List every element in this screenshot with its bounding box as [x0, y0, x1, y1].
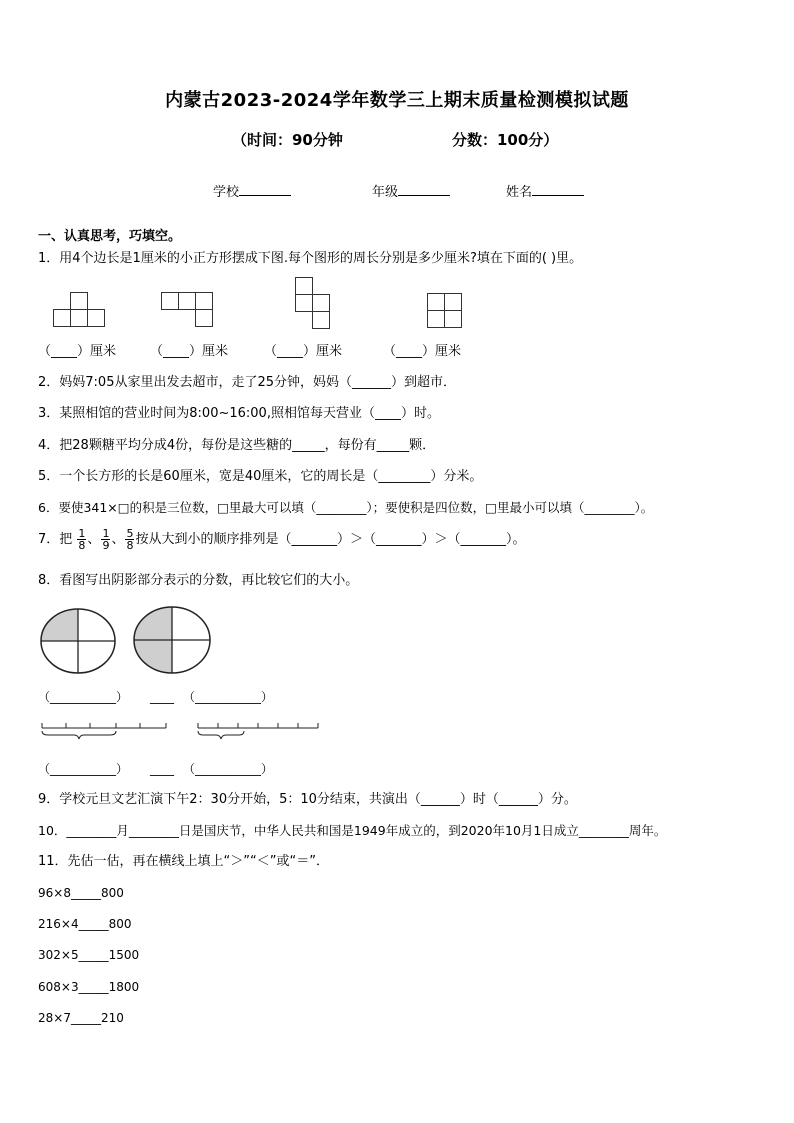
q8-row1-right: （___________）: [183, 690, 274, 704]
question-3: 3．某照相馆的营业时间为8:00~16:00,照相馆每天营业（____）时。: [38, 406, 440, 421]
school-field: [213, 181, 291, 200]
section-1-title: 一、认真思考，巧填空。: [38, 229, 182, 244]
q1-answer-2: （____）厘米: [150, 344, 229, 359]
question-8: 8．看图写出阴影部分表示的分数，再比较它们的大小。: [38, 573, 359, 588]
q7-sep-2: 、: [111, 532, 125, 547]
shape-1: [52, 290, 106, 328]
grade-field: [372, 181, 450, 200]
number-line-2: [196, 716, 320, 740]
name-field: [506, 181, 584, 200]
exam-score: 分数：100分）: [452, 131, 559, 149]
name-label: 姓名: [506, 185, 533, 200]
q11-item-1: 96×8_____800: [38, 886, 124, 900]
fraction-2: $\frac{1}{9}$: [102, 527, 110, 552]
q7-suffix: 按从大到小的顺序排列是（_______）＞（_______）＞（_______）。: [135, 532, 526, 547]
question-4: 4．把28颗糖平均分成4份，每份是这些糖的_____，每份有_____颗．: [38, 438, 436, 453]
q1-answer-3: （____）厘米: [264, 344, 343, 359]
question-11: 11．先估一估，再在横线上填上“＞”“＜”或“＝”．: [38, 854, 329, 869]
q7-sep-1: 、: [87, 532, 101, 547]
q8-row2-compare: ____: [150, 762, 174, 776]
shape-2: [160, 290, 214, 328]
exam-time: （时间：90分钟: [232, 131, 343, 149]
page-title: 内蒙古2023-2024学年数学三上期末质量检测模拟试题: [165, 90, 629, 111]
q7-prefix: 7．把: [38, 532, 73, 547]
q11-item-4: 608×3_____1800: [38, 980, 140, 994]
name-blank: [532, 182, 584, 196]
circle-figure-2: [132, 605, 212, 675]
number-line-1: [40, 716, 168, 740]
question-6: 6．要使341×□的积是三位数，□里最大可以填（________）；要使积是四位数，□里最小可以填（________）。: [38, 500, 654, 515]
question-10: 10．________月________日是国庆节，中华人民共和国是1949年成立的，到2020年10月1日成立________周年。: [38, 823, 667, 838]
q11-item-2: 216×4_____800: [38, 917, 132, 931]
q11-item-3: 302×5_____1500: [38, 948, 140, 962]
fraction-3: $\frac{5}{8}$: [126, 527, 134, 552]
question-9: 9．学校元旦文艺汇演下午2：30分开始，5：10分结束，共演出（______）时（______）分。: [38, 792, 577, 807]
question-1: 1．用4个边长是1厘米的小正方形摆成下图.每个图形的周长分别是多少厘米?填在下面的( )里。: [38, 251, 583, 266]
school-label: 学校: [213, 185, 240, 200]
fraction-1: $\frac{1}{8}$: [78, 527, 86, 552]
q1-answer-4: （____）厘米: [383, 344, 462, 359]
grade-blank: [398, 182, 450, 196]
q8-row2-left: （___________）: [38, 762, 129, 776]
q8-row1-compare: ____: [150, 690, 174, 704]
q1-answer-1: （____）厘米: [38, 344, 117, 359]
q8-row2-right: （___________）: [183, 762, 274, 776]
q8-row1-left: （___________）: [38, 690, 129, 704]
question-5: 5．一个长方形的长是60厘米，宽是40厘米，它的周长是（________）分米。: [38, 469, 483, 484]
circle-figure-1: [39, 607, 117, 675]
school-blank: [239, 182, 291, 196]
shape-3: [294, 276, 332, 330]
question-2: 2．妈妈7:05从家里出发去超市，走了25分钟，妈妈（______）到超市．: [38, 375, 457, 390]
shape-4: [426, 292, 464, 330]
question-7: [38, 528, 525, 551]
grade-label: 年级: [372, 185, 399, 200]
q11-item-5: 28×7_____210: [38, 1011, 124, 1025]
